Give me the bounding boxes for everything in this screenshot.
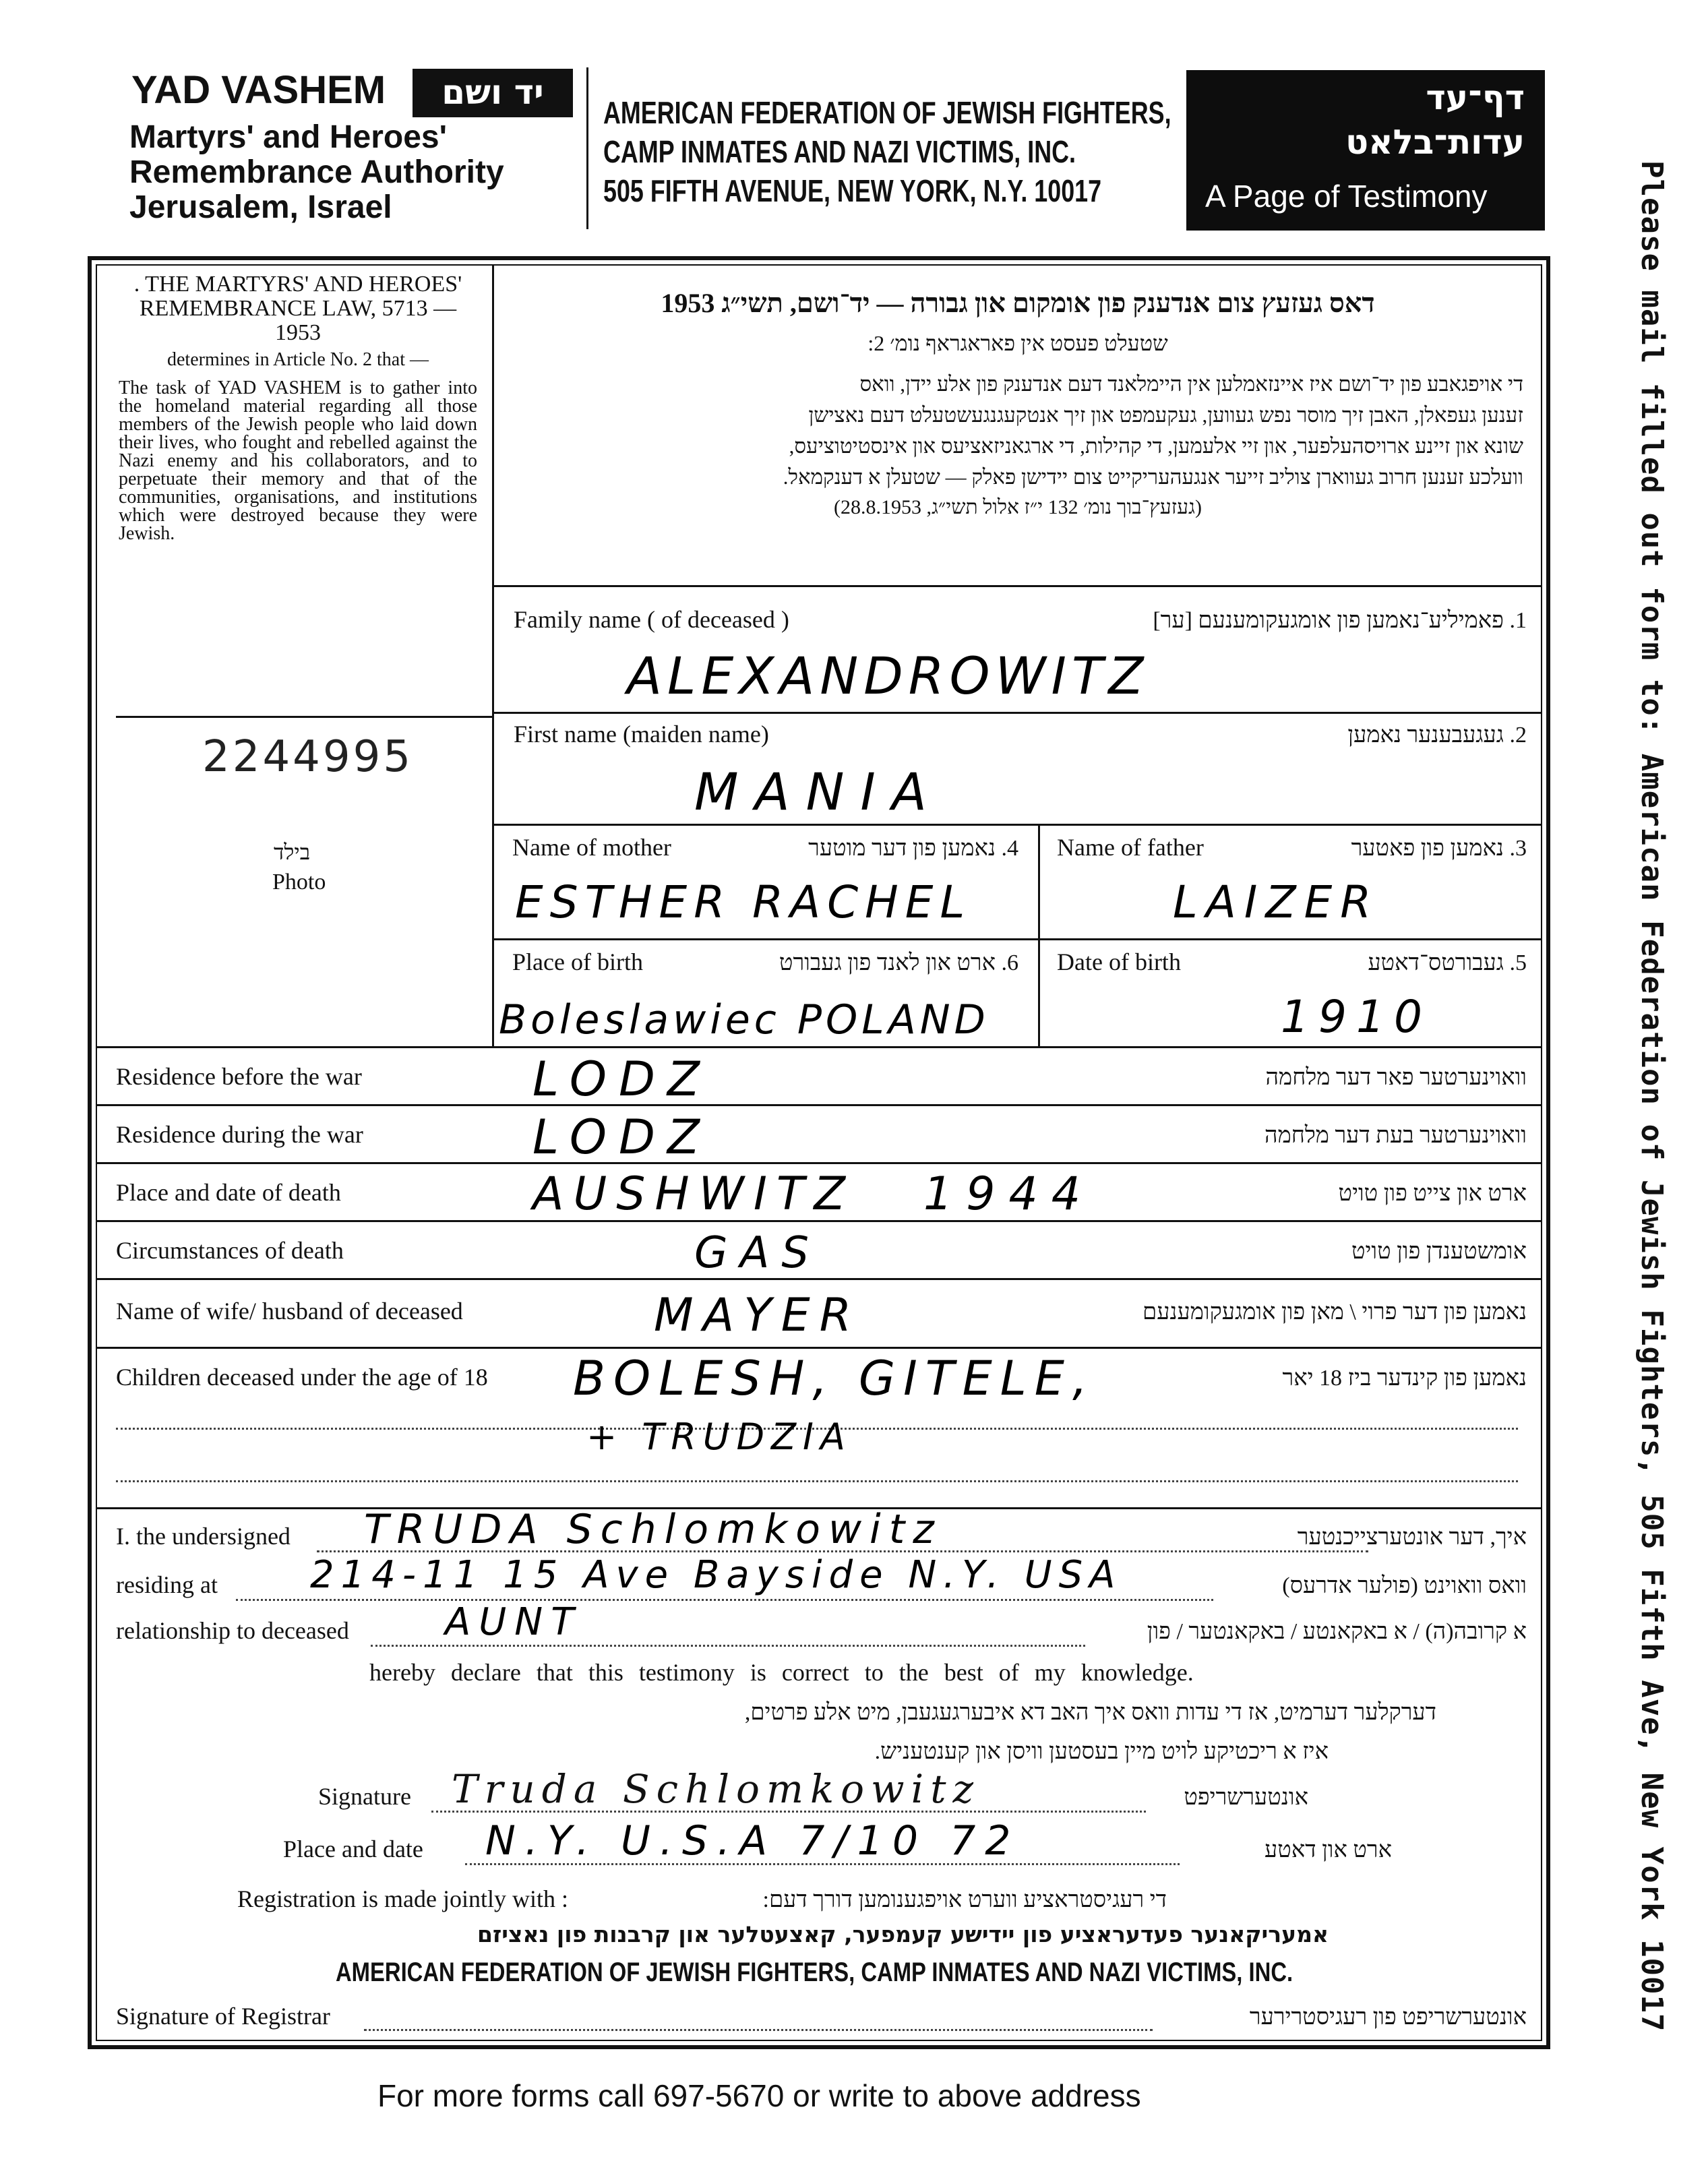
residing-value[interactable]: 214-11 15 Ave Bayside N.Y. USA [310,1553,1122,1597]
rule-after-parents [492,938,1542,940]
residence-during-value[interactable]: LODZ [532,1110,712,1165]
yad-vashem-logo [413,69,573,117]
page-heb-line2: עדות־בלאט [1345,123,1525,162]
death-place-date-label-heb: ארט און צייט פון טויט [1338,1181,1527,1206]
spouse-label [116,1297,463,1325]
father-name-label: Name of father [1057,834,1204,861]
page-of-testimony-title: A Page of Testimony [1205,179,1488,214]
death-place-value[interactable]: AUSHWITZ [532,1167,855,1221]
undersigned-label: I. the undersigned [116,1523,291,1550]
rule-after-res-during [96,1162,1542,1164]
photo-label: Photo [272,870,326,894]
left-column-border [492,264,494,1046]
yad-vashem-line1: Martyrs' and Heroes' [129,119,447,155]
yad-vashem-title: YAD VASHEM [131,68,386,112]
first-name-label-heb: 2. געגעבענער נאמען [1347,723,1527,748]
yiddish-law-line2: זענען געפאלן, האבן זיך מוסר נפש געווען, געקעמפט און זיך אנטקעגנגעשטעלט דעם נאצישן [808,403,1523,427]
spouse-label-a: Name of wife [116,1298,249,1325]
residence-during-label: Residence during the war [116,1121,363,1148]
page-heb-line1: דף־עד [1426,78,1525,117]
spouse-value[interactable]: MAYER [654,1289,861,1342]
federation-line2: CAMP INMATES AND NAZI VICTIMS, INC. [603,134,1076,169]
relationship-label: relationship to deceased [116,1617,349,1644]
yiddish-law-box [512,282,1523,575]
rule-parents-middle [1038,824,1040,1046]
place-date-label-heb: ארט און דאטע [1265,1838,1392,1862]
registrar-signature-label-heb: אונטערשריפט פון רעגיסטרירער [1249,2005,1527,2030]
yiddish-law-line3: שונא און זיינע ארויסהעלפער, און זיי אלעמען, די קהילות, די ארגאניזאציעס און אינסטיטוציעס, [789,434,1523,458]
yad-vashem-line3: Jerusalem, Israel [129,189,392,225]
place-date-label: Place and date [283,1836,423,1862]
family-name-label-heb: 1. פאמיליע־נאמען פון אומגעקומענעם [ער] [1153,608,1527,633]
residence-before-value[interactable]: LODZ [532,1052,712,1107]
mother-name-label-heb: 4. נאמען פון דער מוטער [808,836,1018,861]
father-name-value[interactable]: LAIZER [1173,876,1380,928]
birth-date-label-heb: 5. געבורטס־דאטע [1368,950,1527,975]
rule-after-res-before [96,1104,1542,1106]
law-box [116,270,480,708]
place-date-value[interactable]: N.Y. U.S.A 7/10 72 [485,1817,1020,1864]
mailing-instructions-vertical: Please mail filled out form to: American Federation of Jewish Fighters, 505 Fifth Ave, New York 10017 [1635,160,1669,2032]
family-name-label: Family name ( of deceased ) [514,606,789,633]
rule-after-first [492,824,1542,826]
relationship-dotted-line [371,1645,1085,1647]
record-number: 2244995 [202,732,414,782]
law-body: The task of YAD VASHEM is to gather into the homeland material regarding all those members of the Jewish people who laid down their lives, who fought and rebelled against the Nazi enemy and his collaborators, and to perpetuate their memory and that of the communities, organisations, and institutions which were destroyed because they were Jewish. [119,377,477,544]
registration-label: Registration is made jointly with : [237,1885,568,1912]
law-box-divider [116,716,493,718]
registration-label-heb: די רעגיסטראציע ווערט אויפגענומען דורך דעם: [762,1887,1167,1912]
children-value-line1[interactable]: BOLESH, GITELE, [573,1351,1096,1406]
yiddish-law-title: דאס געזעץ צום אנדענק פון אומקום און גבורה — יד־ושם, תשי״ג 1953 [661,288,1375,318]
rule-after-birth [96,1046,1542,1048]
federation-line1: AMERICAN FEDERATION OF JEWISH FIGHTERS, [603,95,1171,130]
yiddish-law-line1: די אויפגאבע פון יד־ושם איז איינזאמלען אין היימלאנד דעם אנדענק פון אלע יידן, וואס [859,372,1523,396]
spouse-label-b: / husband of deceased [249,1298,463,1325]
residing-dotted-line [236,1599,1213,1601]
relationship-value[interactable]: AUNT [445,1600,582,1644]
law-subheading: determines in Article No. 2 that — [166,349,429,370]
yiddish-law-line4: וועלכע זענען חרוב געווארן צוליב זייער אנגעהעריקייט צום יידישן פאלק — שטעלן א דענקמאל. [783,465,1523,489]
birth-place-label: Place of birth [512,948,643,975]
first-name-label: First name (maiden name) [514,721,769,748]
signature-value[interactable]: Truda Schlomkowitz [452,1766,981,1812]
yad-vashem-line2: Remembrance Authority [129,154,504,190]
children-dotted-line2 [116,1480,1518,1482]
first-name-value[interactable]: MANIA [694,762,943,822]
residing-label: residing at [116,1571,218,1598]
children-label: Children deceased under the age of 18 [116,1364,488,1391]
birth-place-value[interactable]: Boleslawiec POLAND [499,996,989,1043]
circumstances-value[interactable]: GAS [694,1228,821,1278]
children-value-line2[interactable]: + TRUDZIA [586,1416,852,1458]
birth-place-label-heb: 6. ארט און לאנד פון געבורט [779,950,1018,975]
yiddish-law-line5: (געזעץ־בוך נומ׳ 132 י״ז אלול תשי״ג, 28.8.1953) [834,496,1202,518]
rule-after-family [492,712,1542,714]
undersigned-label-heb: איך, דער אונטערצייכנטער [1297,1525,1527,1550]
family-name-value[interactable]: ALEXANDROWITZ [627,646,1149,706]
rule-after-spouse [96,1347,1542,1349]
spouse-label-heb: נאמען פון דער פרוי \ מאן פון אומגעקומענעם [1143,1300,1527,1325]
rule-top-fields [492,585,1542,587]
heb-declaration-line1: דערקלער דערמיט, אז די עדות וואס איך האב דא איבערגעגעבן, מיט אלע פרטים, [744,1700,1436,1725]
federation-line3: 505 FIFTH AVENUE, NEW YORK, N.Y. 10017 [603,173,1102,208]
circumstances-label: Circumstances of death [116,1237,344,1264]
circumstances-label-heb: אומשטענדן פון טויט [1351,1239,1527,1264]
children-label-heb: נאמען פון קינדער ביז 18 יאר [1282,1366,1527,1391]
signature-label-heb: אונטערשריפט [1184,1785,1308,1810]
mother-name-label: Name of mother [512,834,671,861]
relationship-label-heb: א קרובה(ה) / א באקאנטע / באקאנטער / פון [1147,1619,1527,1644]
undersigned-value[interactable]: TRUDA Schlomkowitz [364,1506,942,1553]
header-divider [586,67,588,229]
rule-after-circumstances [96,1278,1542,1280]
law-heading: . THE MARTYRS' AND HEROES' REMEMBRANCE LAW, 5713 — 1953 [133,272,462,345]
registrar-dotted-line [364,2029,1153,2031]
footer-note: For more forms call 697-5670 or write to above address [377,2078,1141,2113]
page-of-testimony-box [1186,70,1545,231]
federation-english: AMERICAN FEDERATION OF JEWISH FIGHTERS, CAMP INMATES AND NAZI VICTIMS, INC. [336,1958,1293,1987]
residence-during-label-heb: וואוינערטער בעת דער מלחמה [1265,1123,1527,1148]
birth-date-label: Date of birth [1057,948,1181,975]
residing-label-heb: וואס וואוינט (פולער אדרעס) [1282,1573,1527,1598]
registrar-signature-label: Signature of Registrar [116,2003,330,2030]
yad-vashem-logo-text: יד ושם [441,73,544,112]
yiddish-law-sub: שטעלט פעסט אין פאראגראף נומ׳ 2: [867,331,1168,355]
photo-label-hebrew: בילד [274,840,311,864]
hereby-declaration: hereby declare that this testimony is correct to the best of my knowledge. [369,1659,1194,1686]
death-place-date-label: Place and date of death [116,1179,341,1206]
residence-before-label-heb: וואוינערטער פאר דער מלחמה [1265,1065,1527,1090]
death-date-value[interactable]: 1944 [923,1167,1095,1221]
signature-label: Signature [318,1783,411,1810]
birth-date-value[interactable]: 1910 [1281,991,1432,1043]
federation-hebrew: אמעריקאנער פעדעראציע פון יידישע קעמפער, קאצעטלער און קרבנות פון נאציזם [477,1921,1329,1947]
mother-name-value[interactable]: ESTHER RACHEL [515,876,972,928]
father-name-label-heb: 3. נאמען פון פאטער [1351,836,1527,861]
heb-declaration-line2: איז א ריכטיקע לויט מיין בעסטען וויסן און קענטעניש. [874,1739,1329,1764]
residence-before-label: Residence before the war [116,1063,362,1090]
